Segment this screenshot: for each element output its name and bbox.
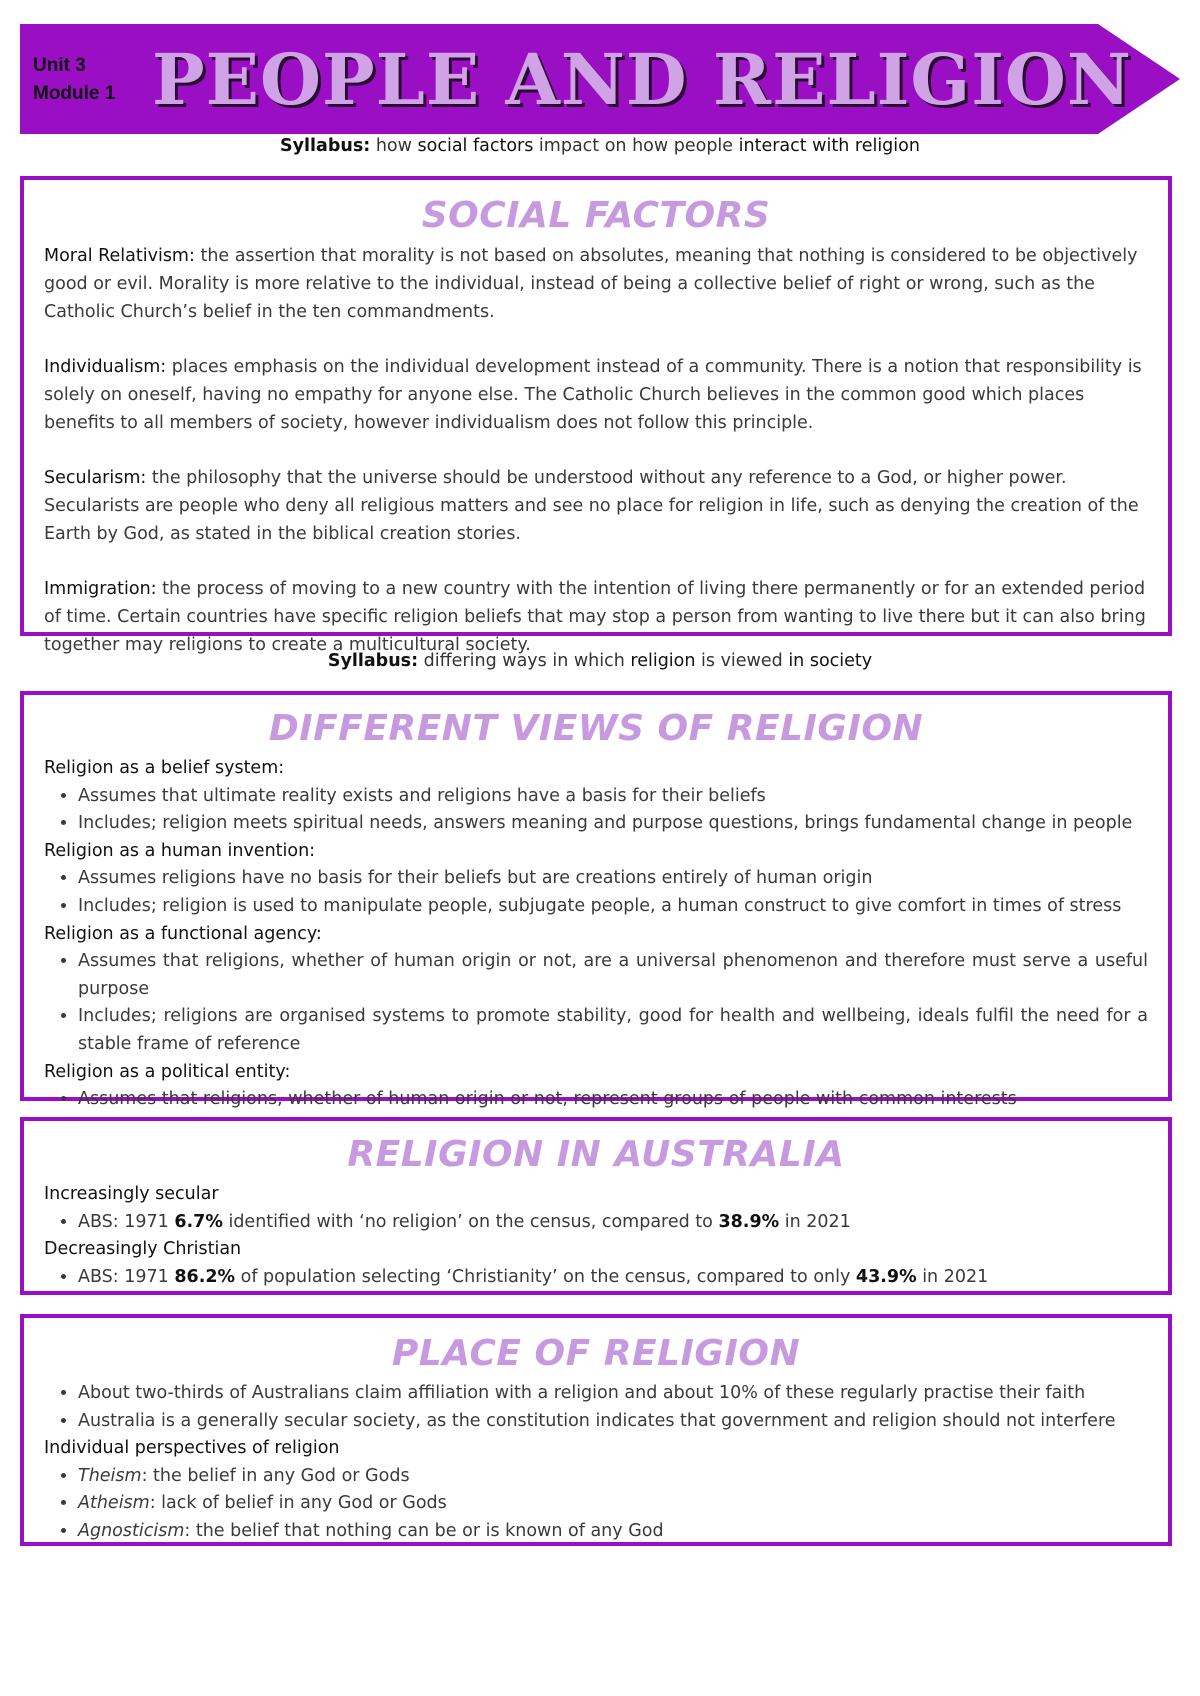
immigration-paragraph xyxy=(44,575,1148,659)
stat-value: 38.9% xyxy=(718,1211,780,1232)
syllabus-text: how xyxy=(370,136,418,156)
view-bullet-list xyxy=(44,783,1148,838)
different-views-section xyxy=(20,691,1172,1110)
stat-text: ABS: 1971 xyxy=(78,1266,175,1287)
definition: the process of moving to a new country with the intention of living there permanently or for an extended period of time. Certain countries have specific religion beliefs that may stop a person from wanting to live there but it can also bring together may religions to create a multicultural society. xyxy=(44,579,1146,655)
syllabus-label: Syllabus: xyxy=(327,651,419,671)
different-views-heading: DIFFERENT VIEWS OF RELIGION xyxy=(268,708,924,749)
definition: the philosophy that the universe should be understood without any reference to a God, or higher power. Secularists are people who deny all religious matters and see no place for religion in life, such as denying the creation of the Earth by God, as stated in the biblical creation stories. xyxy=(44,468,1139,544)
perspective-term: Theism xyxy=(78,1465,142,1486)
term: Immigration: xyxy=(44,579,157,599)
definition: places emphasis on the individual development instead of a community. There is a notion that responsibility is solely on oneself, having no empathy for anyone else. The Catholic Church believes in the common good which places benefits to all members of society, however individualism does not follow this principle. xyxy=(44,357,1142,433)
view-bullet-list xyxy=(44,948,1148,1058)
term: Individualism: xyxy=(44,357,167,377)
trend-bullet-list xyxy=(44,1264,1148,1292)
stat-text: identified with ‘no religion’ on the census, compared to xyxy=(222,1211,719,1232)
list-item: • Assumes that religions, whether of human origin or not, represent groups of people with common interests xyxy=(78,1086,1148,1114)
perspectives-title: Individual perspectives of religion xyxy=(44,1438,340,1459)
list-item xyxy=(78,1518,1148,1546)
list-item xyxy=(78,1209,1148,1237)
page-title: PEOPLE AND RELIGION xyxy=(152,38,1132,121)
social-factors-section xyxy=(20,176,1172,655)
syllabus-text: differing ways in which xyxy=(418,651,631,671)
syllabus-line-1 xyxy=(0,136,1200,156)
view-title: Religion as a belief system: xyxy=(44,758,285,778)
term: Secularism: xyxy=(44,468,147,488)
stat-text: ABS: 1971 xyxy=(78,1211,175,1232)
place-bullet-list xyxy=(44,1380,1148,1435)
syllabus-emphasis: interact with religion xyxy=(738,136,920,156)
syllabus-emphasis: social factors xyxy=(417,136,534,156)
syllabus-emphasis: religion xyxy=(630,651,696,671)
perspective-definition: : the belief that nothing can be or is known of any God xyxy=(184,1520,664,1541)
stat-value: 6.7% xyxy=(174,1211,223,1232)
view-title: Religion as a political entity: xyxy=(44,1061,291,1082)
module-label: Module 1 xyxy=(33,83,116,104)
secularism-paragraph xyxy=(44,464,1148,548)
social-factors-heading: SOCIAL FACTORS xyxy=(421,195,771,236)
list-item: • Includes; religion meets spiritual needs, answers meaning and purpose questions, brings fundamental change in people xyxy=(78,810,1148,838)
religion-in-australia-heading: RELIGION IN AUSTRALIA xyxy=(347,1134,845,1175)
trend-title: Increasingly secular xyxy=(44,1184,219,1204)
syllabus-emphasis: in society xyxy=(788,651,873,671)
perspective-definition: : the belief in any God or Gods xyxy=(141,1465,410,1486)
view-title: Religion as a functional agency: xyxy=(44,923,322,944)
unit-label: Unit 3 xyxy=(33,55,86,76)
trend-bullet-list xyxy=(44,1209,1148,1237)
list-item: • Assumes religions have no basis for their beliefs but are creations entirely of human origin xyxy=(78,865,1148,893)
syllabus-label: Syllabus: xyxy=(280,136,371,156)
moral-relativism-paragraph xyxy=(44,242,1148,326)
syllabus-line-2 xyxy=(0,651,1200,671)
list-item: • Assumes that ultimate reality exists and religions have a basis for their beliefs xyxy=(78,783,1148,811)
list-item xyxy=(78,1264,1148,1292)
perspective-term: Atheism xyxy=(78,1493,150,1514)
view-title: Religion as a human invention: xyxy=(44,840,316,861)
syllabus-text: is viewed xyxy=(695,651,789,671)
stat-text: in 2021 xyxy=(916,1266,989,1287)
list-item: • Australia is a generally secular society, as the constitution indicates that government and religion should not interfere xyxy=(78,1408,1148,1436)
stat-value: 86.2% xyxy=(174,1266,236,1287)
place-of-religion-heading: PLACE OF RELIGION xyxy=(391,1333,801,1374)
stat-value: 43.9% xyxy=(855,1266,917,1287)
stat-text: in 2021 xyxy=(779,1211,851,1232)
syllabus-text: impact on how people xyxy=(533,136,739,156)
perspective-definition: : lack of belief in any God or Gods xyxy=(149,1493,447,1514)
list-item: • Includes; religion is used to manipulate people, subjugate people, a human construct to give comfort in times of stress xyxy=(78,893,1148,921)
list-item: • Includes; religions are organised systems to promote stability, good for health and wellbeing, ideals fulfil the need for a stable frame of reference xyxy=(78,1003,1148,1058)
list-item: • Assumes that religions, whether of human origin or not, are a universal phenomenon and therefore must serve a useful purpose xyxy=(78,948,1148,1003)
unit-module-label xyxy=(33,52,143,108)
list-item xyxy=(78,1463,1148,1491)
trend-title: Decreasingly Christian xyxy=(44,1239,242,1260)
perspectives-list xyxy=(44,1463,1148,1546)
list-item xyxy=(78,1490,1148,1518)
place-of-religion-section xyxy=(20,1314,1172,1546)
stat-text: of population selecting ‘Christianity’ on the census, compared to only xyxy=(235,1266,856,1287)
perspective-term: Agnosticism xyxy=(78,1520,185,1541)
term: Moral Relativism: xyxy=(44,246,195,266)
definition: the assertion that morality is not based on absolutes, meaning that nothing is considered to be objectively good or evil. Morality is more relative to the individual, instead of being a collective belief of right or wrong, such as the Catholic Church’s belief in the ten commandments. xyxy=(44,246,1138,322)
view-bullet-list xyxy=(44,865,1148,920)
religion-in-australia-section xyxy=(20,1117,1172,1295)
list-item: • About two-thirds of Australians claim affiliation with a religion and about 10% of these regularly practise their faith xyxy=(78,1380,1148,1408)
individualism-paragraph xyxy=(44,353,1148,437)
